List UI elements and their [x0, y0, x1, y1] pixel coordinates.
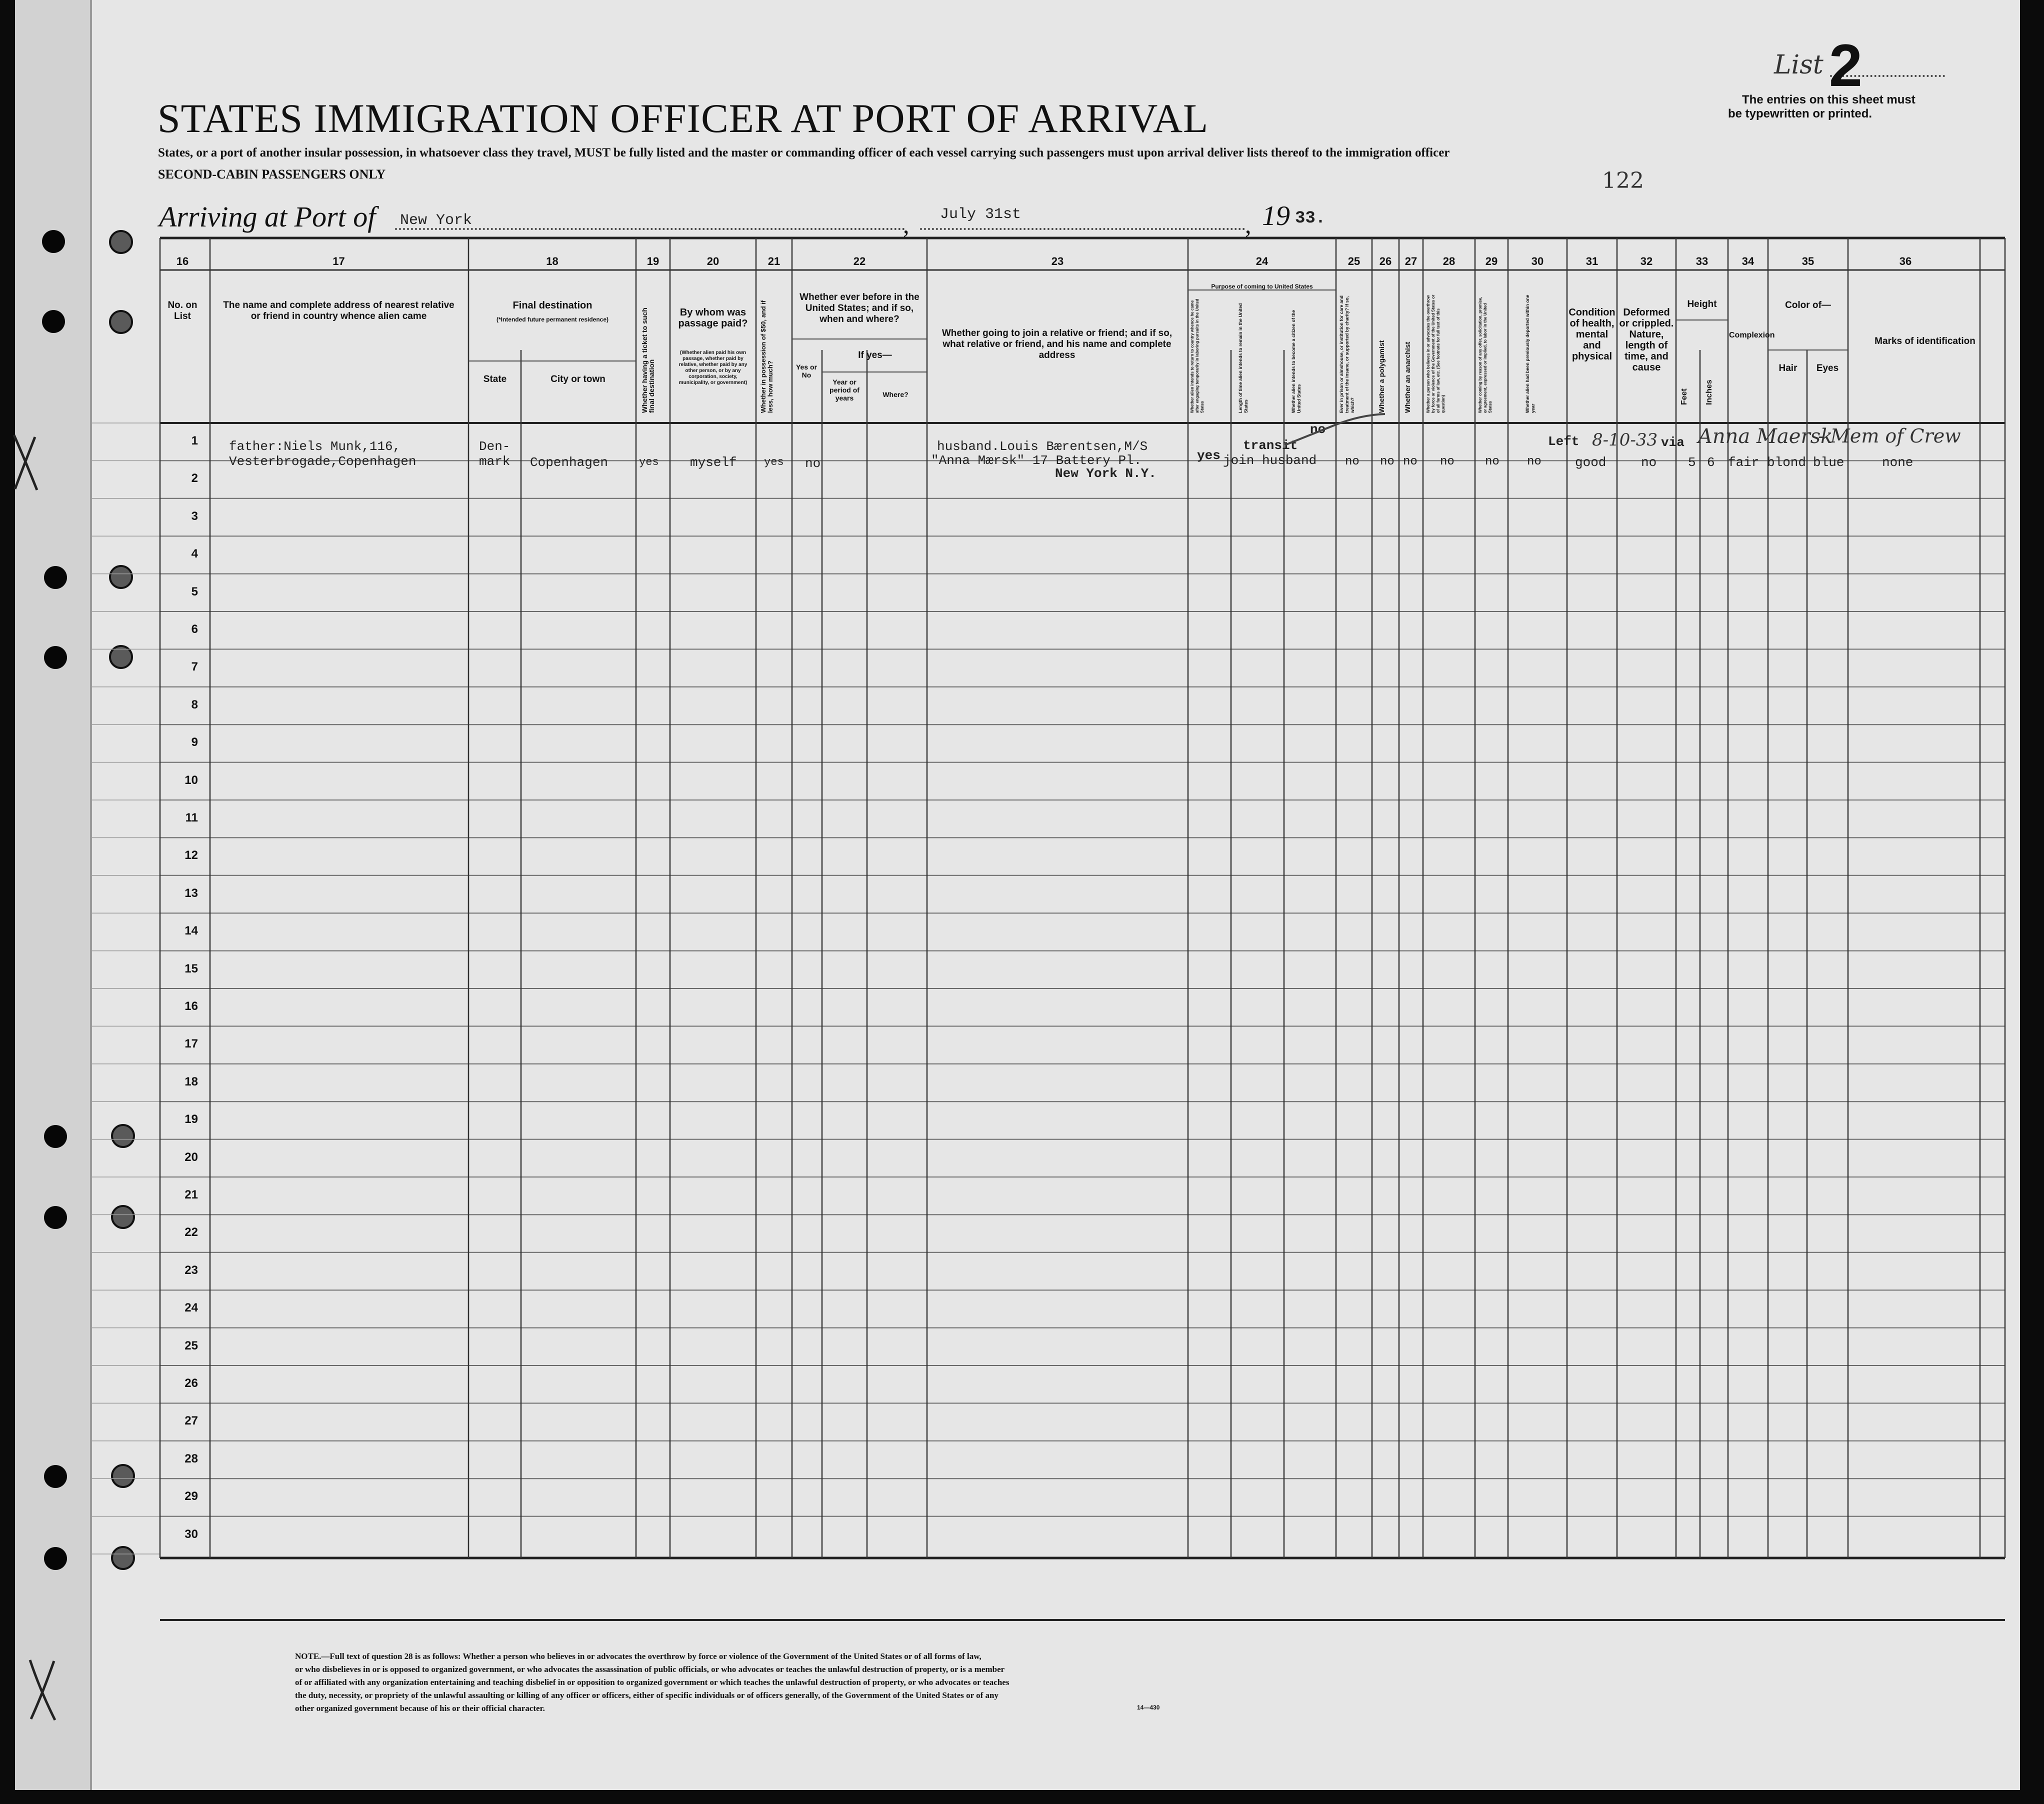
entry-join: husband.Louis Bærentsen,M/S	[937, 439, 1148, 454]
col-num-32: 32	[1640, 255, 1653, 268]
header-join-relative: Whether going to join a relative or friend; and if so, what relative or friend, and his name and complete address	[942, 328, 1172, 360]
list-label: List	[1774, 50, 1824, 80]
header-no-on-list: No. on List	[168, 300, 198, 322]
header-length-of-time: Length of time alien intends to remain in the United States	[1238, 303, 1248, 413]
entry-purpose-time-top: transit	[1243, 438, 1298, 453]
col-num-29: 29	[1485, 255, 1498, 268]
col-num-17: 17	[332, 255, 345, 268]
col-num-21: 21	[768, 255, 780, 268]
row-number: 26	[184, 1376, 198, 1390]
annotation-left: Left	[1548, 434, 1580, 449]
header-health: Condition of health, mental and physical	[1568, 307, 1616, 362]
col-num-31: 31	[1586, 255, 1598, 268]
row-number: 20	[184, 1150, 198, 1164]
header-passage-paid: By whom was passage paid?	[678, 307, 748, 329]
entry-polygamist: no	[1380, 455, 1394, 468]
row-number: 2	[191, 472, 198, 486]
annotation-date: 8-10-33	[1592, 430, 1658, 450]
header-offer-labor: Whether coming by reason of any offer, solicitation, promise, or agreement, expressed or implied, to labor in the United States	[1478, 296, 1492, 413]
annotation-via: via	[1661, 435, 1684, 450]
row-number: 9	[191, 736, 198, 750]
row-number: 22	[184, 1226, 198, 1240]
footnote-line: of or affiliated with any organization entertaining and teaching disbelief in or opposition to organized government or which teaches the unlawful destruction of property, or who advocates or teaches	[295, 1678, 1010, 1687]
header-year-period: Year or period of years	[830, 378, 860, 402]
header-color-of: Color of—	[1785, 300, 1831, 310]
date-value: July 31st	[940, 206, 1022, 223]
entry-relative: father:Niels Munk,116,	[229, 439, 401, 454]
header-ever-before-us: Whether ever before in the United States; and if so, when and where?	[800, 292, 920, 324]
header-passage-paid-note: (Whether alien paid his own passage, whether paid by relative, whether paid by any other person, or by any corporation, society, municipality, or government)	[678, 350, 748, 386]
list-note: The entries on this sheet must	[1742, 93, 1916, 106]
header-deported: Whether alien had been previously deported within one year	[1525, 294, 1536, 413]
footnote	[295, 1650, 1009, 1715]
form-subheading: SECOND-CABIN PASSENGERS ONLY	[158, 167, 386, 182]
row-number: 4	[191, 547, 198, 561]
row-number: 5	[191, 584, 198, 598]
col-num-26: 26	[1379, 255, 1392, 268]
header-final-destination-note: (*Intended future permanent residence)	[496, 316, 609, 323]
row-number: 12	[184, 848, 198, 862]
col-num-23: 23	[1051, 255, 1064, 268]
footnote-line: or who disbelieves in or is opposed to organized government, or who advocates the assassination of public officials, or who advocates or teaches the unlawful destruction of property, or is a member	[295, 1664, 1005, 1674]
port-comma: ,	[903, 210, 910, 238]
header-hair: Hair	[1778, 363, 1798, 374]
row-number: 11	[185, 811, 198, 824]
row-number: 23	[184, 1263, 198, 1277]
header-deformed: Deformed or crippled. Nature, length of time, and cause	[1619, 307, 1674, 373]
row-number: 15	[184, 962, 198, 976]
footnote-line: NOTE.—Full text of question 28 is as follows: Whether a person who believes in or advocates the overthrow by force or violence of the Government of the United States or of all forms of law,	[295, 1652, 982, 1661]
header-prison: Ever in prison or almshouse, or institution for care and treatment of the insane, or supported by charity? If so, which?	[1339, 295, 1355, 413]
entry-ticket: yes	[639, 456, 659, 468]
entry-feet: 5	[1688, 455, 1696, 470]
col-num-20: 20	[706, 255, 720, 268]
port-value: New York	[400, 212, 472, 229]
row-number: 1	[191, 434, 198, 448]
year-suffix: 33.	[1295, 209, 1326, 228]
entry-city: Copenhagen	[530, 455, 608, 470]
row-number: 21	[184, 1188, 198, 1202]
footnote-line: the duty, necessity, or propriety of the unlawful assaulting or killing of any officer or officers, either of specific individuals or of officers generally, of the Government of the United States or of any	[295, 1690, 998, 1700]
col-num-25: 25	[1348, 255, 1360, 268]
entry-hair: blond	[1767, 455, 1806, 470]
row-number: 29	[184, 1490, 198, 1504]
entry-relative: Vesterbrogade,Copenhagen	[229, 454, 416, 469]
header-final-destination: Final destination	[512, 300, 592, 311]
entry-inches: 6	[1707, 455, 1715, 470]
col-num-33: 33	[1696, 255, 1708, 268]
row-number: 6	[191, 622, 198, 636]
header-yes-or-no: Yes or No	[796, 363, 818, 379]
row-number: 8	[191, 698, 198, 712]
entry-prison: no	[1345, 455, 1360, 468]
annotation-ship: Anna Maersk	[1698, 425, 1833, 448]
entry-complexion: fair	[1728, 455, 1760, 470]
form-number: 14—430	[1137, 1704, 1160, 1711]
entry-deported: no	[1527, 455, 1542, 468]
header-purpose-return: Whether alien intends to return to country whence he came after engaging temporarily in laboring pursuits in the United States	[1190, 298, 1204, 413]
entry-before-us: no	[805, 456, 821, 471]
list-number: 2	[1829, 32, 1862, 99]
header-where: Where?	[882, 390, 908, 398]
col-num-16: 16	[176, 255, 189, 268]
header-anarchist: Whether an anarchist	[1404, 342, 1412, 413]
row-number: 18	[184, 1074, 198, 1088]
header-polygamist: Whether a polygamist	[1378, 340, 1386, 413]
entry-money: yes	[764, 456, 784, 468]
entry-overthrow: no	[1440, 455, 1454, 468]
header-overthrow: Whether a person who believes in or advocates the overthrow by force or violence of the Government of the United States or of all forms of law, etc. (See footnote for full text of this question)	[1426, 294, 1446, 413]
entry-purpose-time: join husband	[1223, 453, 1317, 468]
row-number: 25	[184, 1338, 198, 1352]
header-marks-identification: Marks of identification	[1874, 336, 1976, 346]
header-height: Height	[1687, 299, 1717, 310]
page-number: 122	[1602, 168, 1644, 194]
annotation-stroke	[1280, 410, 1390, 450]
col-num-27: 27	[1404, 255, 1418, 268]
col-num-18: 18	[546, 255, 558, 268]
entry-state: mark	[479, 454, 510, 469]
entry-join: "Anna Mærsk" 17 Battery Pl.	[931, 453, 1142, 468]
date-comma: ,	[1245, 210, 1252, 238]
col-num-35: 35	[1802, 255, 1814, 268]
row-number: 30	[184, 1527, 198, 1541]
year-prefix: 19	[1262, 200, 1290, 232]
col-num-30: 30	[1531, 255, 1544, 268]
header-purpose: Purpose of coming to United States	[1211, 283, 1313, 290]
header-state: State	[483, 374, 507, 384]
row-number: 19	[184, 1112, 198, 1126]
col-num-36: 36	[1899, 255, 1912, 268]
header-feet: Feet	[1680, 388, 1688, 405]
header-city-or-town: City or town	[550, 374, 606, 384]
annotation-tail: - Mem of Crew	[1818, 425, 1961, 447]
row-number: 3	[191, 509, 198, 523]
entry-purpose-return: yes	[1197, 448, 1220, 463]
entry-health: good	[1575, 455, 1606, 470]
form-title: STATES IMMIGRATION OFFICER AT PORT OF ARRIVAL	[158, 96, 1209, 141]
header-eyes: Eyes	[1816, 363, 1839, 374]
row-number: 27	[184, 1414, 198, 1428]
arriving-label: Arriving at Port of	[159, 200, 376, 233]
col-num-19: 19	[646, 255, 660, 268]
header-become-citizen: Whether alien intends to become a citizen of the United States	[1291, 310, 1302, 413]
row-number: 28	[184, 1452, 198, 1466]
entry-paid-by: myself	[690, 455, 737, 470]
entry-offer: no	[1485, 455, 1500, 468]
col-num-24: 24	[1256, 255, 1268, 268]
list-note: be typewritten or printed.	[1728, 107, 1872, 120]
header-inches: Inches	[1705, 380, 1714, 405]
header-nearest-relative: The name and complete address of nearest relative or friend in country whence alien came	[223, 300, 454, 322]
entry-citizen: no	[1310, 422, 1326, 437]
form-instruction: States, or a port of another insular possession, in whatsoever class they travel, MUST be fully listed and the master or commanding officer of each vessel carrying such passengers must upon arrival deliver lists thereof to the immigration officer	[158, 146, 1450, 160]
row-number: 24	[184, 1301, 198, 1315]
entry-state: Den-	[479, 439, 510, 454]
col-num-22: 22	[853, 255, 866, 268]
entry-eyes: blue	[1813, 455, 1844, 470]
row-number: 14	[184, 924, 198, 938]
entry-anarchist: no	[1403, 455, 1418, 468]
row-number: 7	[191, 660, 198, 674]
row-number: 16	[184, 1000, 198, 1013]
footnote-line: other organized government because of his or their official character.	[295, 1704, 545, 1713]
entry-deformed: no	[1641, 455, 1657, 470]
col-num-34: 34	[1742, 255, 1754, 268]
row-number: 10	[184, 773, 198, 787]
header-money: Whether in possession of $50, and if less, how much?	[760, 300, 774, 413]
header-complexion: Complexion	[1729, 331, 1775, 340]
entry-join: New York N.Y.	[1055, 466, 1156, 481]
col-num-28: 28	[1442, 255, 1456, 268]
row-number: 17	[184, 1037, 198, 1051]
header-if-yes: If yes—	[858, 350, 892, 360]
header-ticket: Whether having a ticket to such final destination	[640, 308, 656, 413]
entry-marks: none	[1882, 455, 1914, 470]
row-number: 13	[184, 886, 198, 900]
